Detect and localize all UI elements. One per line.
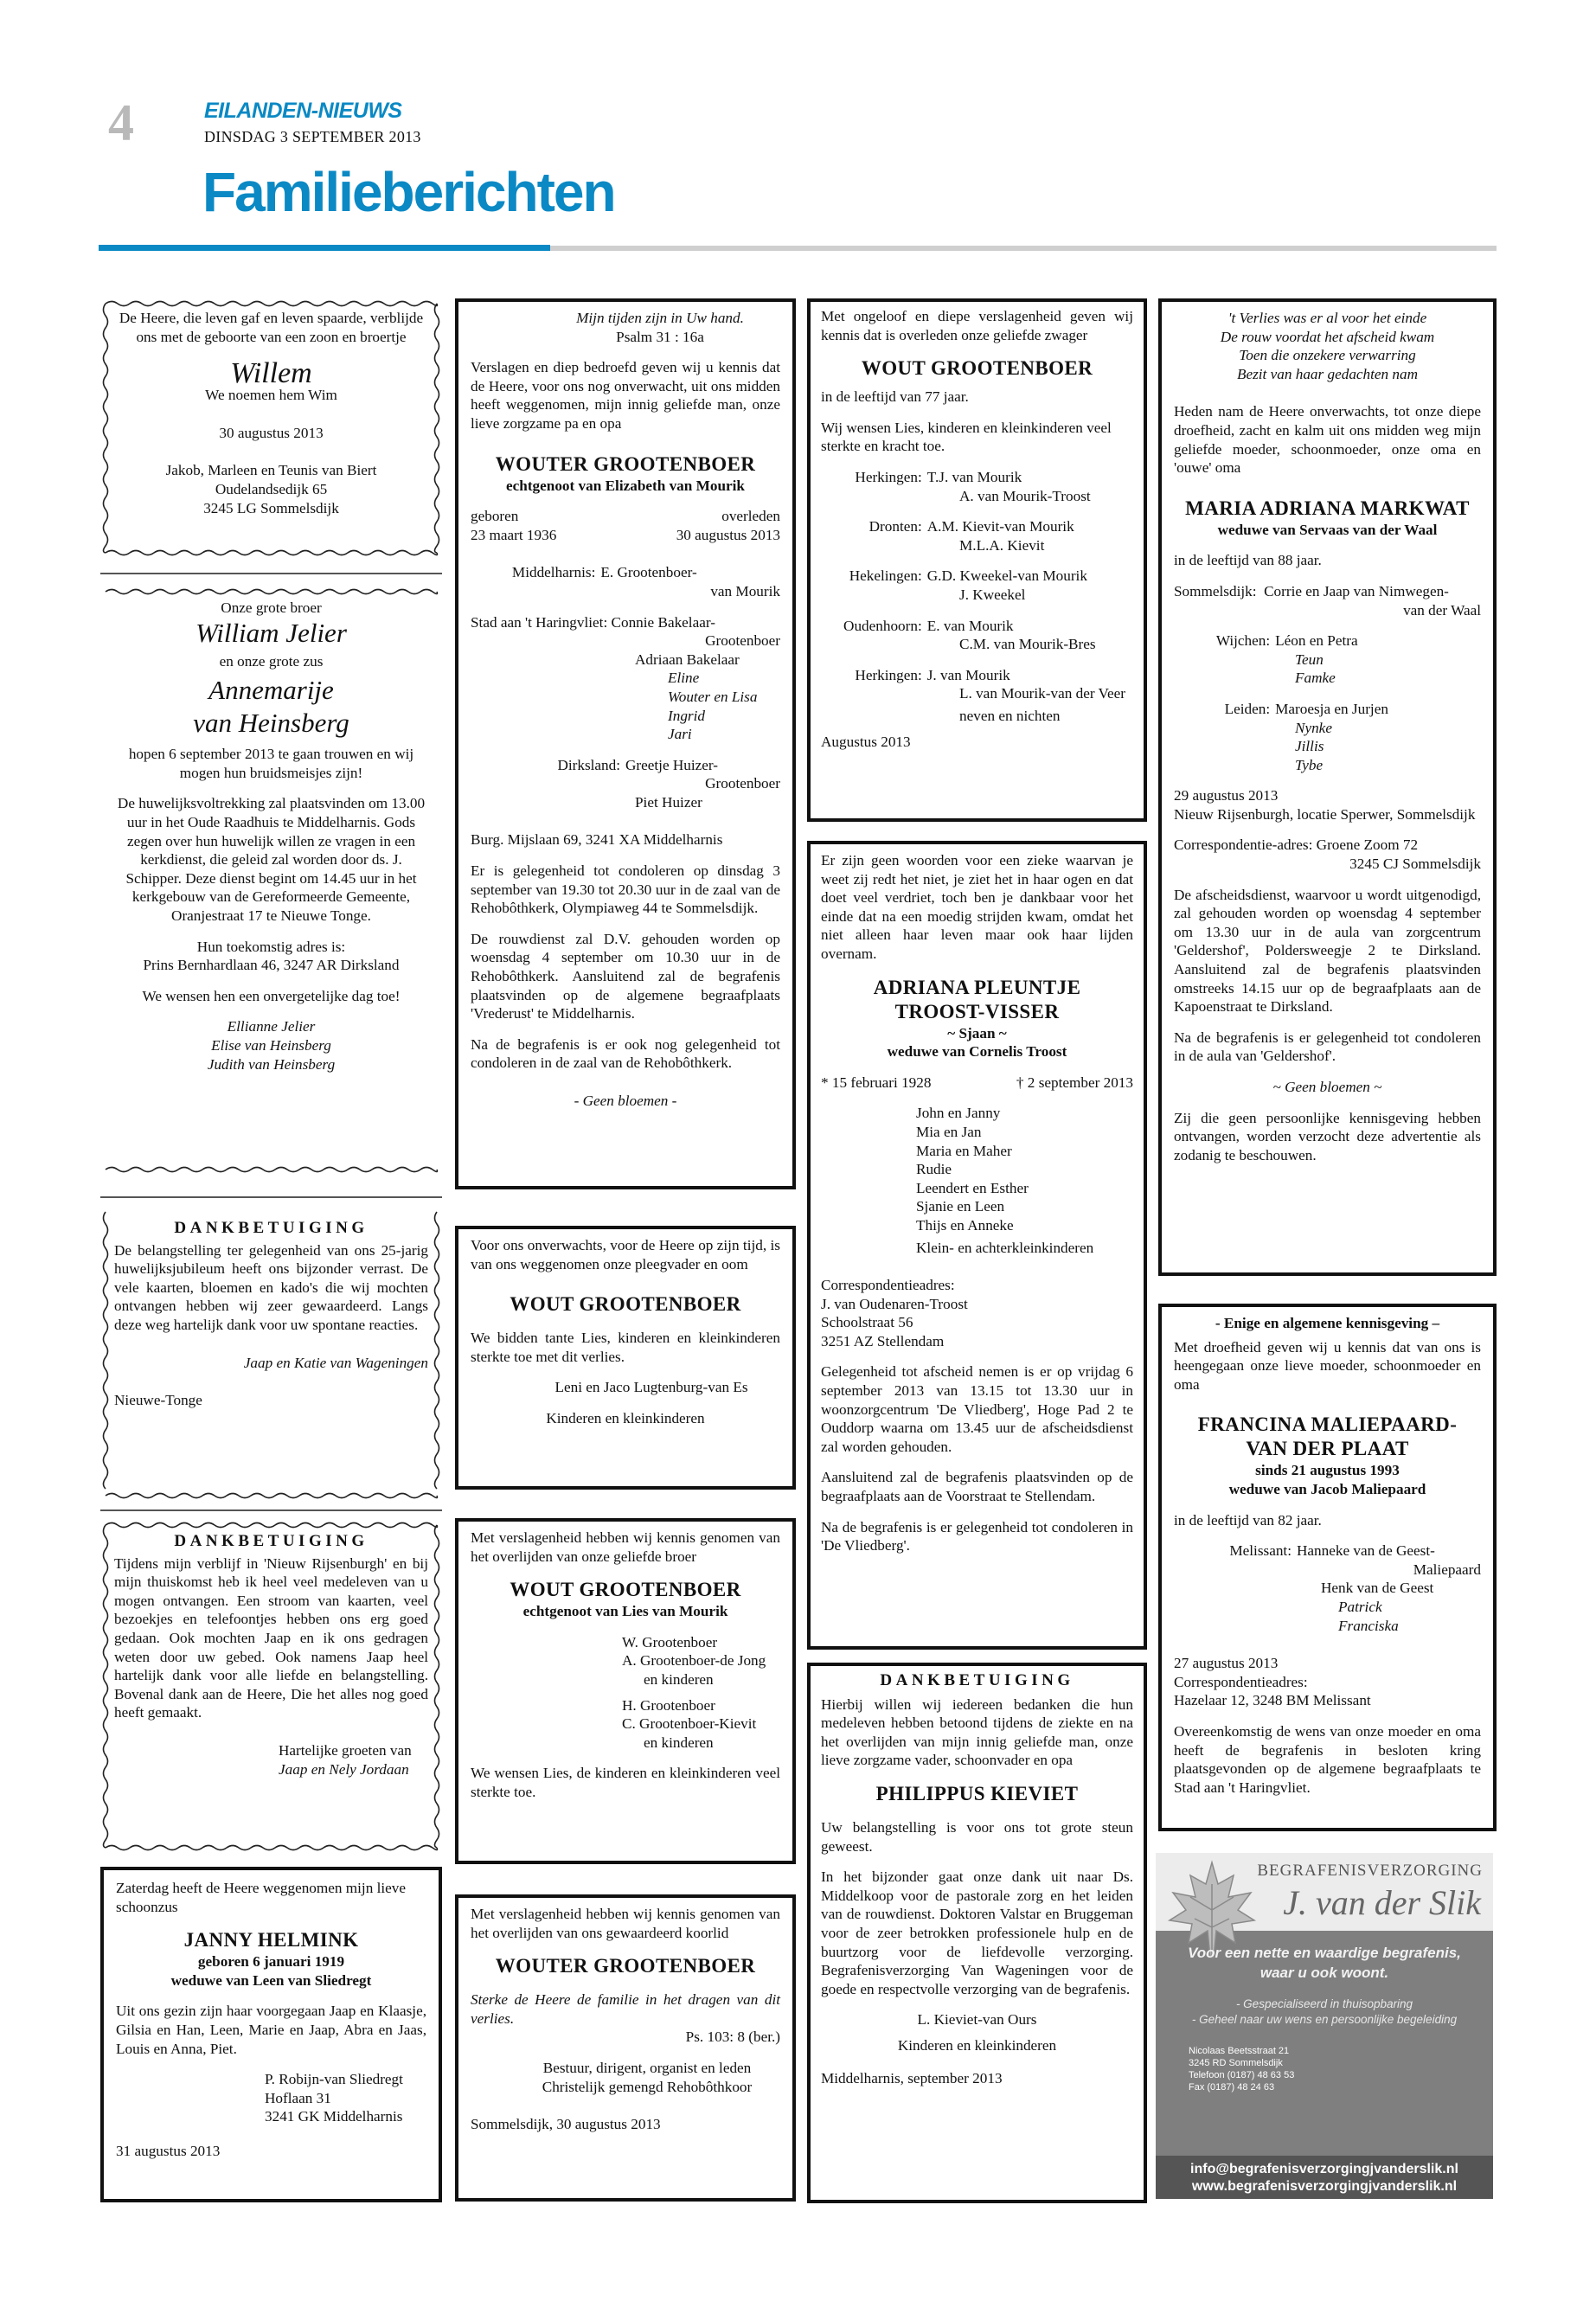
family-member: M.L.A. Kievit (959, 536, 1045, 554)
markwat-flowers: ~ Geen bloemen ~ (1272, 1079, 1382, 1095)
francina-date: 27 augustus 2013 (1174, 1655, 1279, 1672)
family-member: Adriaan Bakelaar (635, 651, 740, 668)
markwat-p3: Zij die geen persoonlijke kennisgeving hebben ontvangen, worden verzocht deze advertentie als zodanig te beschouwen. (1174, 1109, 1481, 1163)
family-member: Patrick (1338, 1598, 1382, 1615)
family-member: Teun (1295, 651, 1324, 668)
family-place: Oudenhoorn: (843, 617, 922, 634)
ad-slogan-1: Voor een nette en waardige begrafenis, (1188, 1945, 1461, 1961)
divider (100, 1509, 442, 1511)
family-member: Jari (668, 726, 692, 743)
birth-city: 3245 LG Sommelsdijk (203, 499, 339, 516)
wout2-name: WOUT GROOTENBOER (510, 1293, 741, 1316)
family-member: Maria en Maher (916, 1142, 1012, 1159)
wouter4-intro: Met verslagenheid hebben wij kennis genomen van het overlijden van ons gewaardeerd koorlid (471, 1906, 780, 1941)
wedding-p4: We wensen hen een onvergetelijke dag toe! (142, 987, 401, 1004)
wedding-p2: De huwelijksvoltrekking zal plaatsvinden om 13.00 uur in het Oude Raadhuis te Middelharnis. Gods zegen over hun huwelijk willen ze vragen in een kerkdienst, die geleid zal worden door ds. J. Schipper. Deze dienst begint om 14.45 uur in het kerkgebouw van de Gereformeerde Gemeente, Oranjestraat 17 te Nieuwe Tonge. (117, 795, 426, 924)
divider (100, 573, 442, 574)
family-member: Corrie en Jaap van Nimwegen- (1264, 582, 1449, 599)
thanks-sign-2: Jaap en Nely Jordaan (279, 1760, 409, 1778)
divider (100, 1196, 442, 1198)
francina-head: - Enige en algemene kennisgeving – (1215, 1315, 1440, 1331)
wouter1-flowers: - Geen bloemen - (574, 1093, 677, 1109)
family-member: A.M. Kievit-van Mourik (926, 518, 1074, 535)
family-member: W. Grootenboer (622, 1633, 718, 1650)
thanks-sign-1: Hartelijke groeten van (279, 1741, 412, 1759)
thanks-jordaan (100, 1520, 442, 1853)
markwat-quote-4: Bezit van haar gedachten nam (1236, 365, 1419, 382)
adriana-p3: Na de begrafenis is er gelegenheid tot condoleren in 'De Vliedberg'. (821, 1518, 1133, 1554)
family-member: Piet Huizer (635, 793, 702, 811)
thanks-sign: Jaap en Katie van Wageningen (243, 1354, 428, 1371)
family-member: H. Grootenboer (622, 1696, 715, 1714)
family-member: Ingrid (668, 707, 705, 724)
family-place: Leiden: (1224, 700, 1271, 717)
wouter1-name: WOUTER GROOTENBOER (495, 452, 756, 475)
family-member: A. Grootenboer-de Jong (622, 1652, 766, 1670)
issue-date: DINSDAG 3 SEPTEMBER 2013 (204, 128, 421, 145)
markwat-correspondence-2: 3245 CJ Sommelsdijk (1349, 856, 1481, 873)
thanks-text: De belangstelling ter gelegenheid van ons 25-jarig huwelijksjubileum heeft ons bijzonder verrast. De vele kaarten, bloemen en kado's die wij mochten ontvangen hebben wij zeer gewaardeerd. Langs deze weg hartelijk dank voor uw spontane reacties. (114, 1241, 428, 1333)
adriana-name-1: ADRIANA PLEUNTJE (873, 976, 1081, 998)
wedding-intro: Onze grote broer (221, 599, 322, 616)
page-number: 4 (108, 94, 134, 151)
wouter1-born: 23 maart 1936 (471, 526, 557, 543)
family-member: Franciska (1338, 1617, 1399, 1634)
wout-wish: Wij wensen Lies, kinderen en kleinkinderen veel sterkte en kracht toe. (821, 419, 1112, 455)
thanks-text: Tijdens mijn verblijf in 'Nieuw Rijsenburgh' en bij mijn thuiskomst heb ik heel veel medeleven van u mogen ontvangen. Een stroom van kaarten, veel bezoekjes en telefoontjes hebben ons erg goed gedaan. Ook mochten Jaap en ik ons gedragen weten door uw gebed. Ook namens Jaap heel hartelijk dank voor alle liefde en belangstelling. Bovenal dank aan de Heere, Die het alles nog goed heeft gemaakt. (114, 1554, 428, 1721)
ad-slogan-2: waar u ook woont. (1259, 1965, 1389, 1981)
kieviet-p1: Uw belangstelling is voor ons tot grote steun geweest. (821, 1818, 1133, 1855)
ad-fax: Fax (0187) 48 24 63 (1189, 2082, 1275, 2093)
thanks-place: Nieuwe-Tonge (114, 1392, 202, 1409)
kieviet-p2: In het bijzonder gaat onze dank uit naar Ds. Middelkoop voor de pastorale zorg en het leiden van de rouwdienst. Doktoren Valstar en Bruggeman voor de zeer betrokken professionele hulp en de buurtzorg voor de liefdevolle verzorging. Begrafenisverzorging Van Wageningen voor de goede en respectvolle verzorging van de begrafenis. (821, 1868, 1133, 1997)
obituary-wouter-grootenboer-family (455, 298, 796, 1189)
markwat-p2: Na de begrafenis is er gelegenheid tot condoleren in de aula van 'Geldershof'. (1174, 1029, 1481, 1065)
francina-since: sinds 21 augustus 1993 (1255, 1462, 1400, 1479)
family-place: Herkingen: (855, 666, 922, 683)
header-rule-blue (99, 245, 550, 251)
birth-street: Oudelandsedijk 65 (215, 480, 328, 497)
kieviet-date: Middelharnis, september 2013 (821, 2069, 1003, 2086)
francina-p1: Overeenkomstig de wens van onze moeder en oma heeft de begrafenis in besloten kring plaatsgevonden op de algemene begraafplaats te Stad aan 't Haringvliet. (1174, 1722, 1481, 1796)
birth-intro: De Heere, die leven gaf en leven spaarde, verblijde ons met de geboorte van een zoon en broertje (119, 310, 424, 345)
francina-intro: Met droefheid geven wij u kennis dat van ons is heengegaan onze lieve moeder, schoonmoeder en oma (1174, 1338, 1481, 1393)
family-place: Melissant: (1229, 1542, 1292, 1560)
birth-parents: Jakob, Marleen en Teunis van Biert (165, 462, 377, 479)
kieviet-name: PHILIPPUS KIEVIET (875, 1782, 1079, 1804)
adriana-correspondence-label: Correspondentieadres: (821, 1277, 955, 1294)
family-member: J. Kweekel (959, 586, 1026, 603)
family-place: Middelharnis: (511, 564, 596, 581)
funeral-service-advertisement (1156, 1853, 1493, 2199)
helmink-sign-1: P. Robijn-van Sliedregt (265, 2071, 403, 2088)
thanks-title: DANKBETUIGING (174, 1219, 369, 1237)
family-member: Klein- en achterkleinkinderen (916, 1239, 1094, 1256)
thanks-philippus-kieviet (807, 1663, 1147, 2203)
helmink-intro: Zaterdag heeft de Heere weggenomen mijn lieve schoonzus (116, 1880, 406, 1915)
thanks-title: DANKBETUIGING (174, 1532, 369, 1550)
helmink-date: 31 augustus 2013 (116, 2142, 221, 2159)
family-member: Mia en Jan (916, 1123, 982, 1140)
adriana-died: † 2 september 2013 (1016, 1074, 1133, 1091)
adriana-nick: ~ Sjaan ~ (947, 1024, 1007, 1042)
family-member: en kinderen (644, 1734, 714, 1751)
adriana-widow: weduwe van Cornelis Troost (887, 1043, 1067, 1061)
family-member: van Mourik (710, 582, 780, 599)
wout3-name: WOUT GROOTENBOER (510, 1579, 741, 1601)
wouter1-died-label: overleden (721, 508, 780, 525)
helmink-text: Uit ons gezin zijn haar voorgegaan Jaap en Klaasje, Gilsia en Han, Leen, Marie en Jaap, Abra en Jaas, Louis en Anna, Piet. (116, 2003, 426, 2057)
wavy-border (100, 1520, 442, 1853)
wouter1-quote: Mijn tijden zijn in Uw hand. (576, 310, 744, 326)
wedding-sign-3: Judith van Heinsberg (207, 1055, 336, 1073)
family-place: Hekelingen: (849, 567, 922, 585)
family-member: en kinderen (644, 1670, 714, 1688)
wout2-sign-2: Kinderen en kleinkinderen (546, 1409, 705, 1426)
markwat-p1: De afscheidsdienst, waarvoor u wordt uitgenodigd, zal gehouden worden op woensdag 4 september om 13.30 uur in de aula van zorgcentrum 'Geldershof', Poldersweegje 2 te Dirksland. Aansluitend zal de begrafenis plaatsvinden omstreeks 14.15 uur op de begraafplaats aan de Kapoenstraat te Dirksland. (1174, 886, 1481, 1016)
wouter1-p1: Er is gelegenheid tot condoleren op dinsdag 3 september van 19.30 tot 20.30 uur in de zaal van de Rehobôthkerk, Olympiaweg 44 te Sommelsdijk. (471, 862, 780, 917)
kieviet-sign-2: Kinderen en kleinkinderen (897, 2036, 1057, 2054)
wouter1-address: Burg. Mijslaan 69, 3241 XA Middelharnis (471, 831, 723, 849)
wouter4-sign-1: Bestuur, dirigent, organist en leden (542, 2059, 752, 2076)
adriana-correspondence-name: J. van Oudenaren-Troost (821, 1295, 968, 1312)
wout-age: in de leeftijd van 77 jaar. (821, 388, 969, 406)
obituary-maria-adriana-markwat (1158, 298, 1497, 1276)
ad-company: J. van der Slik (1283, 1883, 1481, 1922)
wouter4-ref: Ps. 103: 8 (ber.) (685, 2029, 780, 2046)
family-member: T.J. van Mourik (926, 468, 1022, 485)
adriana-name-2: TROOST-VISSER (894, 1000, 1060, 1022)
family-member: Grootenboer (705, 775, 780, 792)
family-member: L. van Mourik-van der Veer (959, 685, 1126, 702)
wout2-sign-1: Leni en Jaco Lugtenburg-van Es (554, 1379, 748, 1396)
wedding-p1: hopen 6 september 2013 te gaan trouwen en wij mogen hun bruidsmeisjes zijn! (128, 746, 414, 781)
wedding-bride-2: van Heinsberg (193, 708, 349, 739)
family-member: Maliepaard (1413, 1561, 1481, 1578)
kieviet-sign-1: L. Kieviet-van Ours (917, 2011, 1037, 2029)
helmink-name: JANNY HELMINK (183, 1929, 359, 1952)
masthead-logo: EILANDEN-NIEUWS (204, 99, 402, 123)
obituary-janny-helmink (100, 1867, 442, 2202)
wedding-and: en onze grote zus (219, 652, 324, 670)
ad-address-street: Nicolaas Beetsstraat 21 (1189, 2046, 1290, 2056)
adriana-p1: Gelegenheid tot afscheid nemen is er op vrijdag 6 september 2013 van 13.15 tot 13.30 uur in woonzorgcentrum 'De Vliedberg', Hoge Pad 2 te Ouddorp waarna om 13.45 uur de afscheidsdienst zal worden gehouden. (821, 1363, 1133, 1455)
adriana-born: * 15 februari 1928 (821, 1074, 932, 1091)
wout3-intro: Met verslagenheid hebben wij kennis genomen van het overlijden van onze geliefde broer (471, 1529, 780, 1565)
family-place: Dirksland: (557, 756, 620, 773)
family-place: Stad aan 't Haringvliet: (471, 613, 608, 631)
wouter4-sign-2: Christelijk gemengd Rehobôthkoor (542, 2078, 753, 2095)
obituary-wout-grootenboer-zwager (807, 298, 1147, 822)
family-member: neven en nichten (959, 707, 1061, 724)
family-member: Wouter en Lisa (668, 688, 758, 705)
birth-name: Willem (230, 357, 312, 390)
francina-correspondence-address: Hazelaar 12, 3248 BM Melissant (1174, 1692, 1371, 1709)
family-member: Eline (668, 670, 700, 687)
wavy-border (100, 298, 442, 558)
family-member: Famke (1295, 670, 1336, 687)
ad-email-link[interactable]: info@begrafenisverzorgingjvanderslik.nl (1190, 2162, 1458, 2176)
thanks-anniversary (100, 1207, 442, 1501)
helmink-sign-2: Hoflaan 31 (265, 2089, 331, 2106)
birth-nickname: We noemen hem Wim (205, 387, 337, 404)
family-member: Greetje Huizer- (625, 756, 719, 773)
family-member: Connie Bakelaar- (611, 613, 715, 631)
family-member: van der Waal (1403, 601, 1481, 619)
wedding-groom: William Jelier (195, 617, 347, 648)
obituary-adriana-troost-visser (807, 841, 1147, 1650)
markwat-quote-3: Toen die onzekere verwarring (1239, 347, 1416, 364)
wedding-announcement (100, 586, 442, 1175)
family-member: J. van Mourik (926, 666, 1010, 683)
francina-age: in de leeftijd van 82 jaar. (1174, 1511, 1322, 1529)
family-place: Wijchen: (1215, 632, 1271, 650)
wout-intro: Met ongeloof en diepe verslagenheid geven wij kennis dat is overleden onze geliefde zwager (821, 308, 1133, 343)
francina-name-1: FRANCINA MALIEPAARD- (1197, 1413, 1458, 1436)
family-member: Tybe (1295, 756, 1324, 773)
family-member: John en Janny (916, 1105, 1001, 1122)
markwat-correspondence-1: Correspondentie-adres: Groene Zoom 72 (1174, 836, 1419, 854)
family-member: Thijs en Anneke (916, 1216, 1014, 1234)
adriana-correspondence-street: Schoolstraat 56 (821, 1314, 913, 1331)
markwat-age: in de leeftijd van 88 jaar. (1174, 552, 1322, 569)
family-member: A. van Mourik-Troost (959, 487, 1091, 504)
markwat-intro: Heden nam de Heere onverwachts, tot onze diepe droefheid, zacht en kalm uit ons midden weg mijn geliefde moeder, schoonmoeder, onze oma en 'ouwe' oma (1174, 403, 1481, 477)
wouter1-died: 30 augustus 2013 (676, 526, 780, 543)
wout2-intro: Voor ons onverwachts, voor de Heere op zijn tijd, is van ons weggenomen onze pleegvader en oom (471, 1237, 780, 1272)
markwat-quote-1: 't Verlies was er al voor het einde (1227, 310, 1427, 326)
wout-name: WOUT GROOTENBOER (861, 357, 1093, 380)
francina-widow: weduwe van Jacob Maliepaard (1228, 1480, 1426, 1497)
markwat-name: MARIA ADRIANA MARKWAT (1185, 497, 1470, 519)
francina-name-2: VAN DER PLAAT (1246, 1438, 1409, 1460)
markwat-quote-2: De rouw voordat het afscheid kwam (1220, 328, 1435, 345)
obituary-wout-grootenboer-pleegvader (455, 1226, 796, 1490)
family-member: Nynke (1295, 719, 1332, 736)
wouter4-date: Sommelsdijk, 30 augustus 2013 (471, 2116, 661, 2133)
family-place: Sommelsdijk: (1174, 582, 1257, 599)
family-place: Herkingen: (855, 468, 922, 485)
ad-website-link[interactable]: www.begrafenisverzorgingjvanderslik.nl (1191, 2179, 1458, 2194)
wouter4-quote: Sterke de Heere de familie in het dragen van dit verlies. (471, 1991, 780, 2027)
wout2-text: We bidden tante Lies, kinderen en kleinkinderen sterkte toe met dit verlies. (471, 1330, 780, 1365)
wedding-sign-1: Ellianne Jelier (227, 1018, 316, 1035)
family-member: Jillis (1295, 738, 1324, 755)
obituary-wouter-grootenboer-koor (455, 1894, 796, 2202)
obituary-wout-grootenboer-broer (455, 1518, 796, 1864)
wouter1-born-label: geboren (471, 508, 519, 525)
wedding-p3a: Hun toekomstig adres is: (196, 938, 346, 955)
family-member: Maroesja en Jurjen (1275, 700, 1388, 717)
family-member: C. Grootenboer-Kievit (622, 1715, 757, 1733)
helmink-sign-3: 3241 GK Middelharnis (265, 2108, 403, 2125)
wout3-text: We wensen Lies, de kinderen en kleinkinderen veel sterkte toe. (471, 1765, 780, 1800)
family-member: E. van Mourik (926, 617, 1014, 634)
family-member: Hanneke van de Geest- (1297, 1542, 1435, 1560)
markwat-date: 29 augustus 2013 (1174, 787, 1279, 804)
wouter4-name: WOUTER GROOTENBOER (495, 1955, 756, 1977)
family-member: E. Grootenboer- (600, 564, 697, 581)
wout3-spouse: echtgenoot van Lies van Mourik (522, 1603, 728, 1620)
wedding-p3b: Prins Bernhardlaan 46, 3247 AR Dirksland (143, 957, 400, 974)
family-member: Sjanie en Leen (916, 1198, 1005, 1215)
wouter1-intro: Verslagen en diep bedroefd geven wij u kennis dat de Heere, voor ons nog onverwacht, uit ons midden heeft weggenomen, mijn innig geliefde man, onze lieve zorgzame pa en opa (471, 359, 780, 432)
ad-address-city: 3245 RD Sommelsdijk (1189, 2058, 1283, 2068)
ad-phone: Telefoon (0187) 48 63 53 (1189, 2070, 1295, 2080)
section-title: Familieberichten (202, 161, 615, 223)
ad-spec-1: - Gespecialiseerd in thuisopbaring (1235, 1997, 1413, 2010)
wouter1-spouse: echtgenoot van Elizabeth van Mourik (506, 477, 745, 494)
obituary-francina-maliepaard (1158, 1304, 1497, 1831)
wouter1-p3: Na de begrafenis is er ook nog gelegenheid tot condoleren in de zaal van de Rehobôthkerk. (471, 1035, 780, 1072)
ad-title: BEGRAFENISVERZORGING (1257, 1862, 1483, 1880)
markwat-widow: weduwe van Servaas van der Waal (1217, 521, 1438, 538)
helmink-widow: weduwe van Leen van Sliedregt (170, 1971, 372, 1989)
family-member: Grootenboer (705, 632, 780, 650)
adriana-correspondence-city: 3251 AZ Stellendam (821, 1332, 945, 1349)
wout-date: Augustus 2013 (821, 733, 911, 750)
birth-date: 30 augustus 2013 (219, 424, 324, 441)
wedding-bride-1: Annemarije (208, 675, 334, 706)
family-member: Léon en Petra (1275, 632, 1358, 650)
adriana-p2: Aansluitend zal de begrafenis plaatsvinden op de begraafplaats aan de Voorstraat te Stellendam. (821, 1469, 1133, 1505)
adriana-intro: Er zijn geen woorden voor een zieke waarvan je weet zij redt het niet, je ziet het in haar ogen en dat doet veel verdriet, toch ben je dankbaar voor het einde dat na een moedig strijden kwam, omdat het niet alleen haar leven maar ook haar lijden overnam. (821, 852, 1133, 962)
wavy-border (100, 586, 442, 1175)
header-rule-gray (550, 246, 1497, 251)
wouter1-p2: De rouwdienst zal D.V. gehouden worden op woensdag 4 september om 10.30 uur in de Rehobôthkerk. Aansluitend zal de begrafenis plaatsvinden op de algemene begraafplaats 'Vrederust' te Middelharnis. (471, 930, 780, 1022)
family-place: Dronten: (869, 518, 922, 535)
wedding-sign-2: Elise van Heinsberg (211, 1036, 331, 1054)
family-member: C.M. van Mourik-Bres (959, 636, 1096, 653)
kieviet-title: DANKBETUIGING (880, 1671, 1074, 1689)
francina-correspondence-label: Correspondentieadres: (1174, 1673, 1308, 1690)
wavy-border (100, 1207, 442, 1501)
helmink-born: geboren 6 januari 1919 (197, 1953, 345, 1971)
family-member: Leendert en Esther (916, 1179, 1029, 1196)
wouter1-psalm: Psalm 31 : 16a (616, 328, 704, 345)
family-member: G.D. Kweekel-van Mourik (926, 567, 1087, 585)
markwat-location: Nieuw Rijsenburgh, locatie Sperwer, Sommelsdijk (1174, 805, 1476, 823)
family-member: Rudie (916, 1161, 952, 1178)
kieviet-intro: Hierbij willen wij iedereen bedanken die hun medeleven hebben betoond tijdens de ziekte en na het overlijden van mijn innig geliefde man, onze lieve zorgzame vader, schoonvader en opa (821, 1695, 1133, 1769)
family-member: Henk van de Geest (1321, 1580, 1434, 1597)
birth-announcement (100, 298, 442, 558)
ad-spec-2: - Geheel naar uw wens en persoonlijke begeleiding (1191, 2013, 1458, 2026)
